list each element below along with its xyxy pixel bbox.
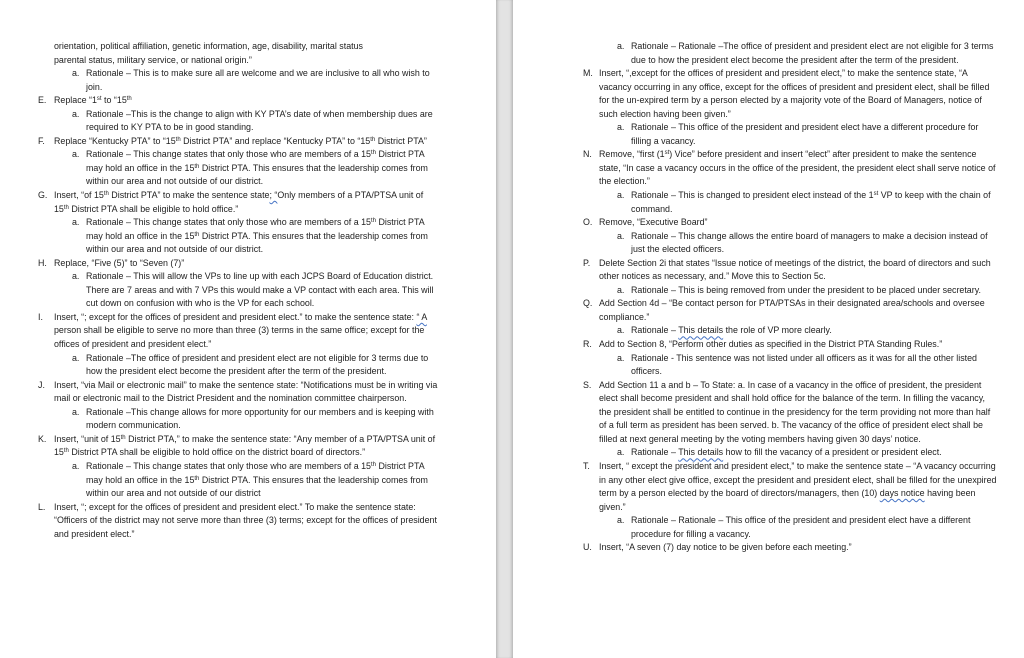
item-text: Remove, “Executive Board” bbox=[599, 217, 708, 228]
item-text: Rationale –This change allows for more opportunity for our members and is keeping with modern communication. bbox=[86, 406, 434, 431]
item-text: Add Section 11 a and b – To State: a. In case of a vacancy in the office of president, the president elect shall become president and shall hold office for the balance of the term. In filling the vacancy, the president shall be entitled to continue in the presidency for the term providing not more than half of a full term as president has been served. b. The vacancy of the office of president elect shall be filled at next general meeting by the voting members having given 30 days’ notice. bbox=[599, 379, 991, 444]
item-label: K. bbox=[38, 433, 47, 444]
item-text: Remove, “first (1st) Vice” before president and insert “elect” after president to make the sentence state, “In case a vacancy occurs in the office of the president, the president elect shall serve notice of the election.” bbox=[599, 149, 996, 187]
amendment-item bbox=[38, 379, 438, 406]
item-text: Rationale – Rationale – This office of the president and president elect have a different procedure for filling a vacancy. bbox=[631, 515, 971, 539]
item-text: Rationale – This details how to fill the vacancy of a president or president elect. bbox=[631, 447, 942, 458]
item-label: G. bbox=[38, 190, 48, 201]
rationale-item bbox=[583, 40, 998, 67]
item-text: Rationale –This is the change to align with KY PTA’s date of when membership dues are required to KY PTA to be in good standing. bbox=[86, 108, 433, 133]
item-label: a. bbox=[72, 406, 80, 417]
amendment-item bbox=[583, 67, 998, 121]
amendment-item bbox=[38, 257, 438, 271]
document-page-left bbox=[0, 0, 496, 658]
rationale-item bbox=[583, 352, 998, 379]
page-text bbox=[583, 40, 998, 555]
item-label: a. bbox=[72, 271, 80, 282]
page-text bbox=[38, 40, 438, 541]
item-text: Add to Section 8, “Perform other duties as specified in the District PTA Standing Rules.” bbox=[599, 339, 943, 350]
rationale-item bbox=[38, 216, 438, 257]
rationale-item bbox=[38, 406, 438, 433]
item-label: I. bbox=[38, 311, 43, 322]
amendment-item bbox=[583, 257, 998, 284]
item-text: Insert, “; except for the offices of president and president elect.” To make the sentence state: “Officers of the district may not serve more than three (3) terms; except for the offices of president and president elect.” bbox=[54, 501, 437, 539]
amendment-item bbox=[583, 460, 998, 514]
item-text: Rationale – This change states that only those who are members of a 15th District PTA may hold an office in the 15th District PTA. This ensures that the leadership comes from within our area and not outside of our district bbox=[86, 460, 428, 499]
amendment-list bbox=[38, 67, 438, 541]
amendment-item bbox=[38, 94, 438, 108]
amendment-item bbox=[38, 501, 438, 542]
amendment-list bbox=[583, 40, 998, 555]
item-text: Rationale – This will allow the VPs to line up with each JCPS Board of Education district. There are 7 areas and with 7 VPs this would make a VP contact with each area. This will cut down on confusion with who is the VP for each school. bbox=[86, 271, 434, 309]
item-label: a. bbox=[617, 230, 625, 241]
amendment-item bbox=[38, 135, 438, 149]
rationale-item bbox=[583, 446, 998, 460]
item-label: M. bbox=[583, 68, 593, 79]
rationale-item bbox=[38, 460, 438, 501]
item-label: a. bbox=[617, 325, 625, 336]
item-label: Q. bbox=[583, 298, 593, 309]
item-label: a. bbox=[617, 447, 625, 458]
item-text: Rationale - This sentence was not listed under all officers as it was for all the other listed officers. bbox=[631, 352, 977, 377]
item-label: N. bbox=[583, 149, 592, 160]
item-label: O. bbox=[583, 217, 593, 228]
rationale-item bbox=[583, 514, 998, 541]
item-text: Rationale – This office of the president and president elect have a different procedure for filling a vacancy. bbox=[631, 122, 979, 146]
amendment-item bbox=[583, 148, 998, 189]
item-text: Replace “Kentucky PTA” to “15th District PTA” and replace “Kentucky PTA” to “15th District PTA” bbox=[54, 135, 427, 146]
item-text: Insert, “ except the president and president elect,” to make the sentence state – “A vacancy occurring in any other elect give office, except the president and president elect, shall be filled for the unexpired term by a person elected by the board of directors/managers, then (10) days notice having been given.” bbox=[599, 460, 997, 512]
item-label: a. bbox=[617, 352, 625, 363]
item-text: Rationale – This is to make sure all are welcome and we are inclusive to all who wish to join. bbox=[86, 68, 430, 92]
document-page-right bbox=[513, 0, 1024, 658]
amendment-item bbox=[583, 541, 998, 555]
item-label: a. bbox=[72, 460, 80, 471]
item-label: a. bbox=[617, 190, 625, 201]
item-label: a. bbox=[72, 108, 80, 119]
item-label: a. bbox=[617, 515, 625, 526]
item-text: Rationale – Rationale –The office of president and president elect are not eligible for 3 terms due to how the president elect become the president after the term of the president. bbox=[631, 41, 994, 65]
rationale-item bbox=[583, 324, 998, 338]
item-text: Rationale – This change allows the entire board of managers to make a decision instead of just the elected officers. bbox=[631, 230, 988, 255]
rationale-item bbox=[38, 270, 438, 311]
item-label: S. bbox=[583, 379, 592, 390]
item-label: E. bbox=[38, 95, 47, 106]
item-text: Rationale – This is changed to president elect instead of the 1st VP to keep with the chain of command. bbox=[631, 190, 991, 214]
amendment-item bbox=[38, 311, 438, 352]
item-label: T. bbox=[583, 460, 590, 471]
rationale-item bbox=[583, 284, 998, 298]
item-text: Insert, “unit of 15th District PTA,” to make the sentence state: “Any member of a PTA/PTSA unit of 15th District PTA shall be eligible to hold office on the district board of directors.” bbox=[54, 433, 436, 458]
item-text: Insert, “of 15th District PTA” to make the sentence state; “Only members of a PTA/PTSA unit of 15th District PTA shall be eligible to hold office.” bbox=[54, 190, 424, 214]
amendment-item bbox=[583, 338, 998, 352]
item-text: Rationale – This change states that only those who are members of a 15th District PTA may hold an office in the 15th District PTA. This ensures that the leadership comes from within our area and not outside of our district. bbox=[86, 149, 428, 187]
item-label: a. bbox=[617, 122, 625, 133]
continuation-line: parental status, military service, or national origin.” bbox=[54, 54, 252, 65]
item-label: a. bbox=[72, 217, 80, 228]
item-text: Replace, “Five (5)” to “Seven (7)” bbox=[54, 257, 185, 268]
item-label: a. bbox=[72, 68, 80, 79]
amendment-item bbox=[583, 216, 998, 230]
continuation-line: orientation, political affiliation, genetic information, age, disability, marital status bbox=[54, 41, 363, 51]
item-label: J. bbox=[38, 379, 45, 390]
item-label: a. bbox=[72, 149, 80, 160]
item-text: Rationale – This change states that only those who are members of a 15th District PTA may hold an office in the 15th District PTA. This ensures that the leadership comes from within our area and not outside of our district. bbox=[86, 217, 428, 255]
amendment-item bbox=[583, 379, 998, 447]
item-text: Insert, “via Mail or electronic mail” to make the sentence state: “Notifications must be in writing via mail or electronic mail to the District President and the nomination committee chairperson. bbox=[54, 379, 438, 404]
item-text: Rationale – This is being removed from under the president to be placed under secretary. bbox=[631, 284, 981, 295]
rationale-item bbox=[38, 148, 438, 189]
item-label: P. bbox=[583, 257, 591, 268]
item-label: a. bbox=[72, 352, 80, 363]
item-text: Insert, “,except for the offices of president and president elect,” to make the sentence state, “A vacancy occurring in any office, except for the offices of president and president elect, shall be filled for the un-expired term by a person elected by a majority vote of the Board of Managers, notice of such election having been given.” bbox=[599, 68, 990, 119]
item-label: a. bbox=[617, 284, 625, 295]
rationale-item bbox=[583, 121, 998, 148]
amendment-item bbox=[38, 433, 438, 460]
item-label: H. bbox=[38, 257, 47, 268]
item-text: Rationale –The office of president and president elect are not eligible for 3 terms due to how the president elect become the president after the term of the president. bbox=[86, 352, 429, 377]
rationale-item bbox=[38, 108, 438, 135]
item-label: a. bbox=[617, 41, 625, 51]
item-text: Add Section 4d – “Be contact person for PTA/PTSAs in their designated area/schools and oversee compliance.” bbox=[599, 298, 985, 322]
item-label: R. bbox=[583, 339, 592, 350]
amendment-item bbox=[583, 297, 998, 324]
amendment-item bbox=[38, 189, 438, 216]
item-text: Insert, “A seven (7) day notice to be given before each meeting.” bbox=[599, 542, 852, 553]
item-text: Rationale – This details the role of VP more clearly. bbox=[631, 325, 832, 336]
rationale-item bbox=[583, 189, 998, 216]
item-label: F. bbox=[38, 135, 45, 146]
page-gap bbox=[496, 0, 513, 658]
item-text: Insert, “; except for the offices of president and president elect.” to make the sentence state: “ A person shall be eligible to serve no more than three (3) terms in the same office; except for the offices of president and president elect.” bbox=[54, 311, 427, 350]
rationale-item bbox=[38, 67, 438, 94]
item-text: Replace “1st to “15th bbox=[54, 95, 132, 106]
rationale-item bbox=[583, 230, 998, 257]
item-label: U. bbox=[583, 542, 592, 553]
rationale-item bbox=[38, 352, 438, 379]
item-label: L. bbox=[38, 501, 46, 512]
item-text: Delete Section 2i that states “Issue notice of meetings of the district, the board of directors and such other notices as necessary, and.” Move this to Section 5c. bbox=[599, 257, 991, 282]
